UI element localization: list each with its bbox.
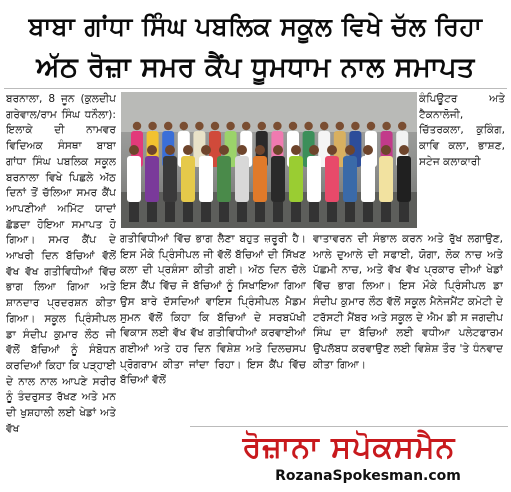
article-column-middle-1 xyxy=(120,232,306,422)
headline-divider xyxy=(4,88,507,89)
headline-line-1: ਬਾਬਾ ਗਾਂਧਾ ਸਿੰਘ ਪਬਲਿਕ ਸਕੂਲ ਵਿਖੇ ਚੱਲ ਰਿਹਾ xyxy=(28,12,483,41)
article-column-right xyxy=(419,92,505,232)
article-paragraph-left: ਬਰਨਾਲਾ, 8 ਜੂਨ (ਕੁਲਦੀਪ ਗਰੇਵਾਲ/ਰਾਮ ਸਿੰਘ ਧਨੌਲਾ): ਇਲਾਕੇ ਦੀ ਨਾਮਵਰ ਵਿਦਿਅਕ ਸੰਸਥਾ ਬਾਬਾ ਗਾਂਧਾ ਸਿੰਘ ਪਬਲਿਕ ਸਕੂਲ ਬਰਨਾਲਾ ਵਿਖੇ ਪਿਛਲੇ ਅੱਠ ਦਿਨਾਂ ਤੋਂ ਚੱਲਿਆ ਸਮਰ ਕੈਂਪ ਆਪਣੀਆਂ ਅਮਿੱਟ ਯਾਦਾਂ ਛੱਡਦਾ ਹੋਇਆ ਸਮਾਪਤ ਹੋ ਗਿਆ। ਸਮਰ ਕੈਂਪ ਦੇ ਆਖਰੀ ਦਿਨ ਬੱਚਿਆਂ ਵੱਲੋਂ ਵੱਖ ਵੱਖ ਗਤੀਵਿਧੀਆਂ ਵਿੱਚ ਭਾਗ ਲਿਆ ਗਿਆ ਅਤੇ ਸ਼ਾਨਦਾਰ ਪ੍ਰਦਰਸ਼ਨ ਕੀਤਾ ਗਿਆ। ਸਕੂਲ ਪ੍ਰਿੰਸੀਪਲ ਡਾ ਸੰਦੀਪ ਕੁਮਾਰ ਲੌਠ ਜੀ ਵੱਲੋਂ ਬੱਚਿਆਂ ਨੂੰ ਸੰਬੋਧਨ ਕਰਦਿਆਂ ਕਿਹਾ ਕਿ ਪੜ੍ਹਾਈ ਦੇ ਨਾਲ ਨਾਲ ਆਪਣੇ ਸਰੀਰ ਨੂੰ ਤੰਦਰੁਸਤ ਰੱਖਣ ਅਤੇ ਮਨ ਦੀ ਖੁਸ਼ਹਾਲੀ ਲਈ ਖੇਡਾਂ ਅਤੇ ਵੱਖ xyxy=(6,93,116,435)
headline-line-2: ਅੱਠ ਰੋਜ਼ਾ ਸਮਰ ਕੈਂਪ ਧੂਮਧਾਮ ਨਾਲ ਸਮਾਪਤ xyxy=(36,52,475,83)
person-front-row xyxy=(253,145,267,222)
article-column-middle-2 xyxy=(313,232,503,422)
group-photo xyxy=(121,92,417,228)
person-front-row xyxy=(127,145,141,222)
group-photo-image xyxy=(121,92,417,228)
article-column-left xyxy=(6,92,116,472)
article-paragraph-middle-1: ਗਤੀਵਿਧੀਆਂ ਵਿੱਚ ਭਾਗ ਲੈਣਾ ਬਹੁਤ ਜ਼ਰੂਰੀ ਹੈ। ਇਸ ਮੌਕੇ ਪ੍ਰਿੰਸੀਪਲ ਜੀ ਵੱਲੋਂ ਬੱਚਿਆਂ ਦੀ ਸਿੱਖਣ ਕਲਾ ਦੀ ਪ੍ਰਸ਼ੰਸਾ ਕੀਤੀ ਗਈ। ਅੱਠ ਦਿਨ ਚੱਲੇ ਇਸ ਕੈਂਪ ਵਿੱਚ ਜੋ ਬੱਚਿਆਂ ਨੂੰ ਸਿਖਾਇਆ ਗਿਆ ਉਸ ਬਾਰੇ ਦੱਸਦਿਆਂ ਵਾਇਸ ਪ੍ਰਿੰਸੀਪਲ ਮੈਡਮ ਸੁਮਨ ਵੱਲੋਂ ਕਿਹਾ ਕਿ ਬੱਚਿਆਂ ਦੇ ਸਰਬਪੱਖੀ ਵਿਕਾਸ ਲਈ ਵੱਖ ਵੱਖ ਗਤੀਵਿਧੀਆਂ ਕਰਵਾਈਆਂ ਗਈਆਂ ਅਤੇ ਹਰ ਦਿਨ ਵਿਸ਼ੇਸ਼ ਅਤੇ ਦਿਲਚਸਪ ਪ੍ਰੋਗਰਾਮ ਕੀਤਾ ਜਾਂਦਾ ਰਿਹਾ। ਇਸ ਕੈਂਪ ਵਿੱਚ ਬੱਚਿਆਂ ਵੱਲੋਂ xyxy=(120,233,306,387)
person-front-row xyxy=(145,145,159,222)
person-front-row xyxy=(199,145,213,222)
person-front-row xyxy=(307,145,321,222)
newspaper-url: RozanaSpokesman.com xyxy=(275,468,461,484)
newspaper-masthead: ਰੋਜ਼ਾਨਾ ਸਪੋਕਸਮੈਨ xyxy=(242,430,456,465)
person-front-row xyxy=(379,145,393,222)
person-front-row xyxy=(361,145,375,222)
person-front-row xyxy=(271,145,285,222)
person-front-row xyxy=(397,145,411,222)
person-front-row xyxy=(181,145,195,222)
person-front-row xyxy=(163,145,177,222)
person-front-row xyxy=(325,145,339,222)
person-front-row xyxy=(343,145,357,222)
article-paragraph-right: ਕੰਪਿਊਟਰ ਅਤੇ ਟੈਕਨਾਲੋਜੀ, ਚਿੱਤਰਕਲਾ, ਕੁਕਿੰਗ, ਕਾਵਿ ਕਲਾ, ਭਾਸ਼ਣ, ਸਟੇਜ ਕਲਾਕਾਰੀ xyxy=(419,93,505,168)
person-front-row xyxy=(235,145,249,222)
article-paragraph-middle-2: ਵਾਤਾਵਰਨ ਦੀ ਸੰਭਾਲ ਕਰਨ ਅਤੇ ਰੁੱਖ ਲਗਾਉਣ, ਆਲੇ ਦੁਆਲੇ ਦੀ ਸਫਾਈ, ਯੋਗਾ, ਲੋਕ ਨਾਚ ਅਤੇ ਪੱਛਮੀ ਨਾਚ, ਅਤੇ ਵੱਖ ਵੱਖ ਪ੍ਰਕਾਰ ਦੀਆਂ ਖੇਡਾਂ ਵਿੱਚ ਭਾਗ ਲਿਆ। ਇਸ ਮੌਕੇ ਪ੍ਰਿੰਸੀਪਲ ਡਾ ਸੰਦੀਪ ਕੁਮਾਰ ਲੌਠ ਵੱਲੋਂ ਸਕੂਲ ਮੈਨੇਜਮੈਂਟ ਕਮੇਟੀ ਦੇ ਟਰੱਸਟੀ ਮੈਂਬਰ ਅਤੇ ਸਕੂਲ ਦੇ ਐਮ ਡੀ ਸ ਜਗਦੀਪ ਸਿੰਘ ਦਾ ਬੱਚਿਆਂ ਲਈ ਵਧੀਆ ਪਲੇਟਫਾਰਮ ਉਪਲੱਬਧ ਕਰਵਾਉਣ ਲਈ ਵਿਸ਼ੇਸ਼ ਤੌਰ 'ਤੇ ਧੰਨਵਾਦ ਕੀਤਾ ਗਿਆ। xyxy=(313,233,503,371)
person-front-row xyxy=(217,145,231,222)
masthead-divider xyxy=(190,426,508,427)
person-front-row xyxy=(289,145,303,222)
